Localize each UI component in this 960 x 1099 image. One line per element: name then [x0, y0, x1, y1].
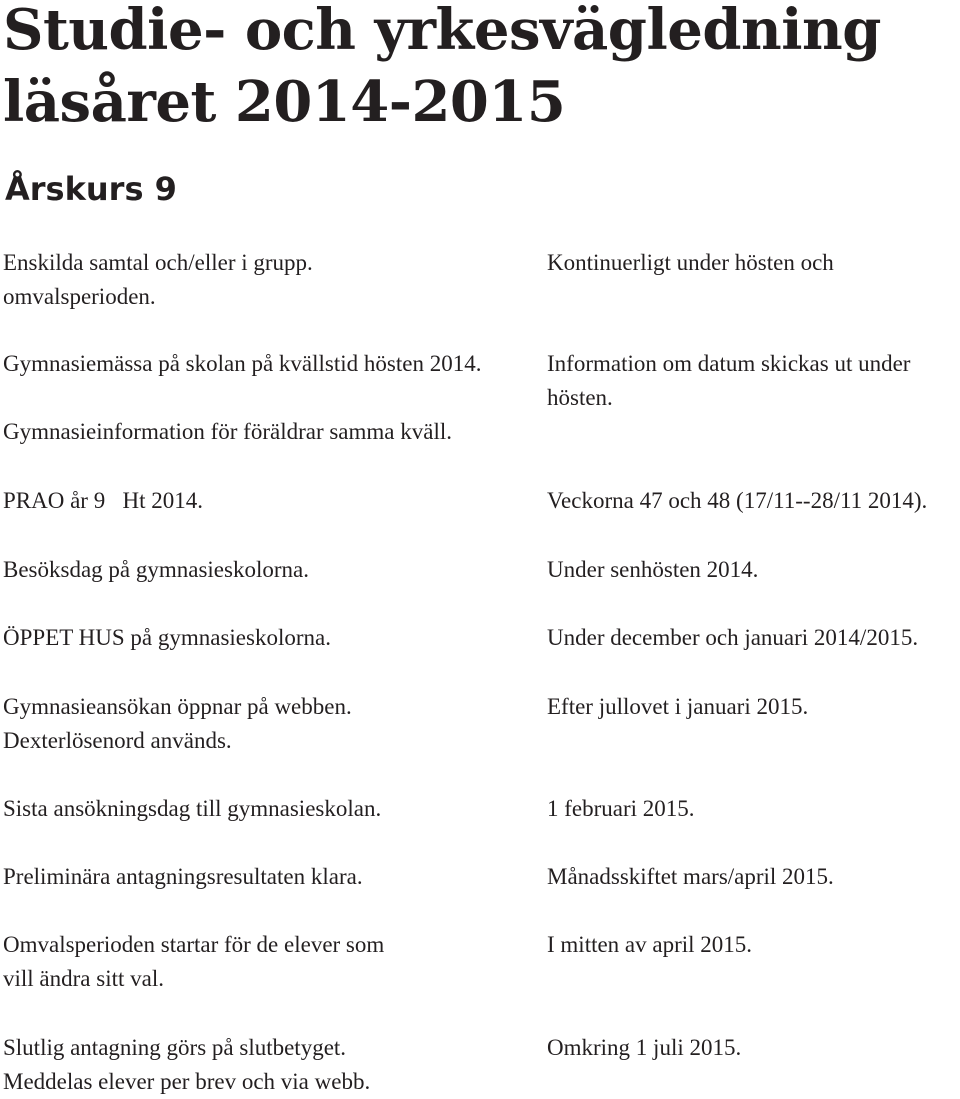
date-text: Månadsskiftet mars/april 2015.: [547, 864, 834, 889]
activity-text: PRAO år 9 Ht 2014.: [3, 488, 203, 513]
activity-text: Gymnasieansökan öppnar på webben. Dexterlösenord används.: [3, 694, 352, 753]
page-title: [3, 0, 881, 138]
activity-text: Besöksdag på gymnasieskolorna.: [3, 557, 309, 582]
grade-heading: Årskurs 9: [5, 170, 177, 208]
activity-text: Omvalsperioden startar för de elever som vill ändra sitt val.: [3, 932, 385, 991]
date-text: Under senhösten 2014.: [547, 557, 759, 582]
page-title-line-2: läsåret 2014-2015: [3, 69, 566, 135]
date-text: Under december och januari 2014/2015.: [547, 625, 919, 650]
activity-text: Sista ansökningsdag till gymnasieskolan.: [3, 796, 382, 821]
date-text: I mitten av april 2015.: [547, 932, 753, 957]
date-text: Veckorna 47 och 48 (17/11--28/11 2014).: [547, 488, 928, 513]
date-text: Information om datum skickas ut under hösten.: [547, 351, 911, 410]
date-text: Kontinuerligt under hösten och: [547, 250, 834, 275]
activity-text: Enskilda samtal och/eller i grupp. omvalsperioden.: [3, 250, 313, 309]
date-text: Efter jullovet i januari 2015.: [547, 694, 809, 719]
activity-text: Gymnasiemässa på skolan på kvällstid hösten 2014. Gymnasieinformation för föräldrar samma kväll.: [3, 351, 482, 444]
activity-text: Slutlig antagning görs på slutbetyget. Meddelas elever per brev och via webb.: [3, 1035, 371, 1094]
date-text: 1 februari 2015.: [547, 796, 695, 821]
date-text: Omkring 1 juli 2015.: [547, 1035, 742, 1060]
activity-text: Preliminära antagningsresultaten klara.: [3, 864, 363, 889]
page-title-line-1: Studie- och yrkesvägledning: [3, 0, 881, 63]
activity-text: ÖPPET HUS på gymnasieskolorna.: [3, 625, 331, 650]
